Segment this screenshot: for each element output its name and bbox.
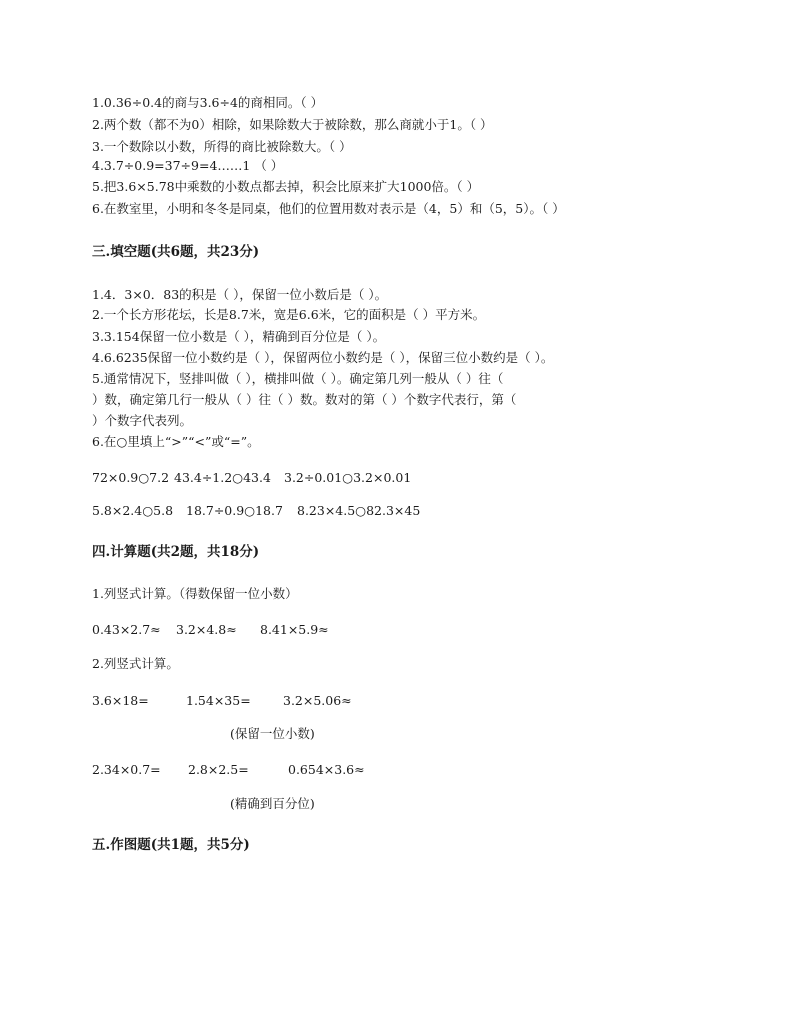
fill-item-1: 1.4．3×0．83的积是（ ），保留一位小数后是（ ）。 — [92, 287, 388, 302]
calc-q2-note-1: (保留一位小数) — [230, 726, 315, 741]
fill-item-3: 3.3.154保留一位小数是（ ），精确到百分位是（ ）。 — [92, 329, 386, 344]
calc-q2-2-1: 2.34×0.7= — [92, 762, 161, 777]
calc-q2-1-1: 3.6×18= — [92, 693, 149, 708]
calc-q2-1-2: 1.54×35= — [186, 693, 251, 708]
compare-row-2 — [92, 502, 420, 520]
compare-1-3: 3.2÷0.01○3.2×0.01 — [284, 470, 412, 485]
calc-q1-2: 3.2×4.8≈ — [176, 622, 237, 637]
fill-item-2: 2.一个长方形花坛，长是8.7米，宽是6.6米，它的面积是（ ）平方米。 — [92, 307, 486, 322]
compare-2-3: 8.23×4.5○82.3×45 — [297, 503, 421, 518]
compare-row-1 — [92, 469, 411, 487]
fill-item-5-line3: ）个数字代表列。 — [92, 413, 193, 428]
fill-item-4: 4.6.6235保留一位小数约是（ ），保留两位小数约是（ ），保留三位小数约是（ ）。 — [92, 350, 554, 365]
calc-q1: 1.列竖式计算。（得数保留一位小数） — [92, 586, 298, 601]
calc-q2: 2.列竖式计算。 — [92, 656, 179, 671]
judge-item-2: 2.两个数（都不为0）相除，如果除数大于被除数，那么商就小于1。（ ） — [92, 117, 493, 132]
fill-item-6: 6.在○里填上“>”“<”或“=”。 — [92, 434, 260, 449]
calc-q2-row1 — [92, 692, 352, 710]
calc-q2-2-3: 0.654×3.6≈ — [288, 762, 365, 777]
calc-q2-1-3: 3.2×5.06≈ — [283, 693, 352, 708]
fill-item-5-line1: 5.通常情况下，竖排叫做（ ），横排叫做（ ）。确定第几列一般从（ ）往（ — [92, 371, 504, 386]
judge-item-3: 3.一个数除以小数，所得的商比被除数大。（ ） — [92, 139, 352, 154]
calc-q2-note-2: (精确到百分位) — [230, 796, 315, 811]
section-heading-fill: 三.填空题(共6题，共23分) — [92, 244, 260, 260]
calc-q1-3: 8.41×5.9≈ — [260, 622, 329, 637]
judge-item-1: 1.0.36÷0.4的商与3.6÷4的商相同。（ ） — [92, 95, 324, 110]
calc-q2-2-2: 2.8×2.5= — [188, 762, 249, 777]
calc-q1-1: 0.43×2.7≈ — [92, 622, 161, 637]
judge-item-5: 5.把3.6×5.78中乘数的小数点都去掉，积会比原来扩大1000倍。（ ） — [92, 179, 480, 194]
fill-item-5-line2: ）数，确定第几行一般从（ ）往（ ）数。数对的第（ ）个数字代表行，第（ — [92, 392, 517, 407]
calc-q1-row — [92, 621, 329, 639]
worksheet-page — [92, 0, 712, 1028]
calc-q2-row2 — [92, 761, 365, 779]
compare-2-2: 18.7÷0.9○18.7 — [186, 503, 283, 518]
compare-1-2: 43.4÷1.2○43.4 — [174, 470, 271, 485]
compare-1-1: 72×0.9○7.2 — [92, 470, 170, 485]
section-heading-calc: 四.计算题(共2题，共18分) — [92, 544, 260, 560]
section-heading-draw: 五.作图题(共1题，共5分) — [92, 837, 250, 853]
judge-item-6: 6.在教室里，小明和冬冬是同桌，他们的位置用数对表示是（4，5）和（5，5）。（ ） — [92, 201, 565, 216]
judge-item-4: 4.3.7÷0.9=37÷9=4……1 （ ） — [92, 158, 284, 173]
compare-2-1: 5.8×2.4○5.8 — [92, 503, 174, 518]
